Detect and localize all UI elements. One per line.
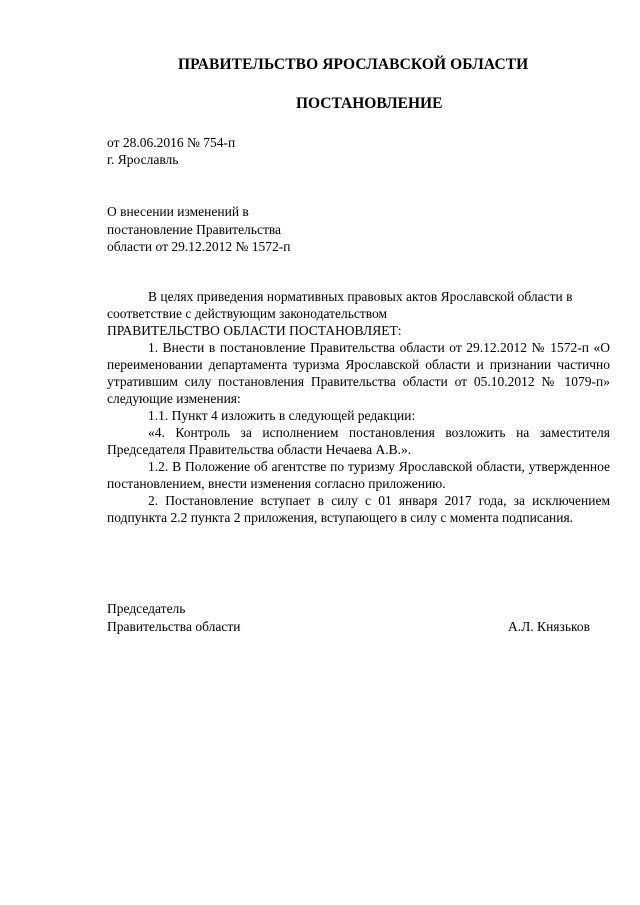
signature-row: [107, 618, 590, 636]
item-1-1: 1.1. Пункт 4 изложить в следующей редакции:: [148, 408, 416, 423]
date-number: от 28.06.2016 № 754-п: [107, 135, 236, 150]
subject-line: области от 29.12.2012 № 1572-п: [107, 239, 291, 254]
signer-position: Председатель: [107, 601, 186, 616]
subject-line: постановление Правительства: [107, 221, 282, 237]
subject-line: О внесении изменений в: [107, 204, 249, 219]
resolves-line: ПРАВИТЕЛЬСТВО ОБЛАСТИ ПОСТАНОВЛЯЕТ:: [107, 323, 402, 338]
city: г. Ярославль: [107, 152, 179, 167]
signer-position: Правительства области: [107, 618, 241, 634]
item-1-1-text: «4. Контроль за исполнением постановления возложить на заместителя Председателя Правительства области Нечаева А.В.».: [107, 425, 610, 457]
document-subject: [107, 203, 290, 256]
item-2: 2. Постановление вступает в силу с 01 января 2017 года, за исключением подпункта 2.2 пункта 2 приложения, вступающего в силу с момента подписания.: [107, 493, 610, 525]
document-body: [107, 288, 610, 526]
signature-block: [107, 600, 590, 635]
preamble-paragraph: В целях приведения нормативных правовых актов Ярославской области в соответствие с действующим законодательством: [107, 289, 573, 321]
government-title: ПРАВИТЕЛЬСТВО ЯРОСЛАВСКОЙ ОБЛАСТИ: [178, 56, 529, 73]
item-1-2: 1.2. В Положение об агентстве по туризму Ярославской области, утвержденное постановлением, внести изменения согласно приложению.: [107, 459, 610, 491]
item-1: 1. Внести в постановление Правительства области от 29.12.2012 № 1572-п «О переименовании департамента туризма Ярославской области и признании частично утратившим силу постановления Правительства области от 05.10.2012 № 1079-п» следующие изменения:: [107, 340, 610, 406]
document-type: ПОСТАНОВЛЕНИЕ: [296, 95, 443, 112]
document-meta: [107, 134, 235, 168]
signer-name: А.Л. Князьков: [508, 618, 590, 634]
